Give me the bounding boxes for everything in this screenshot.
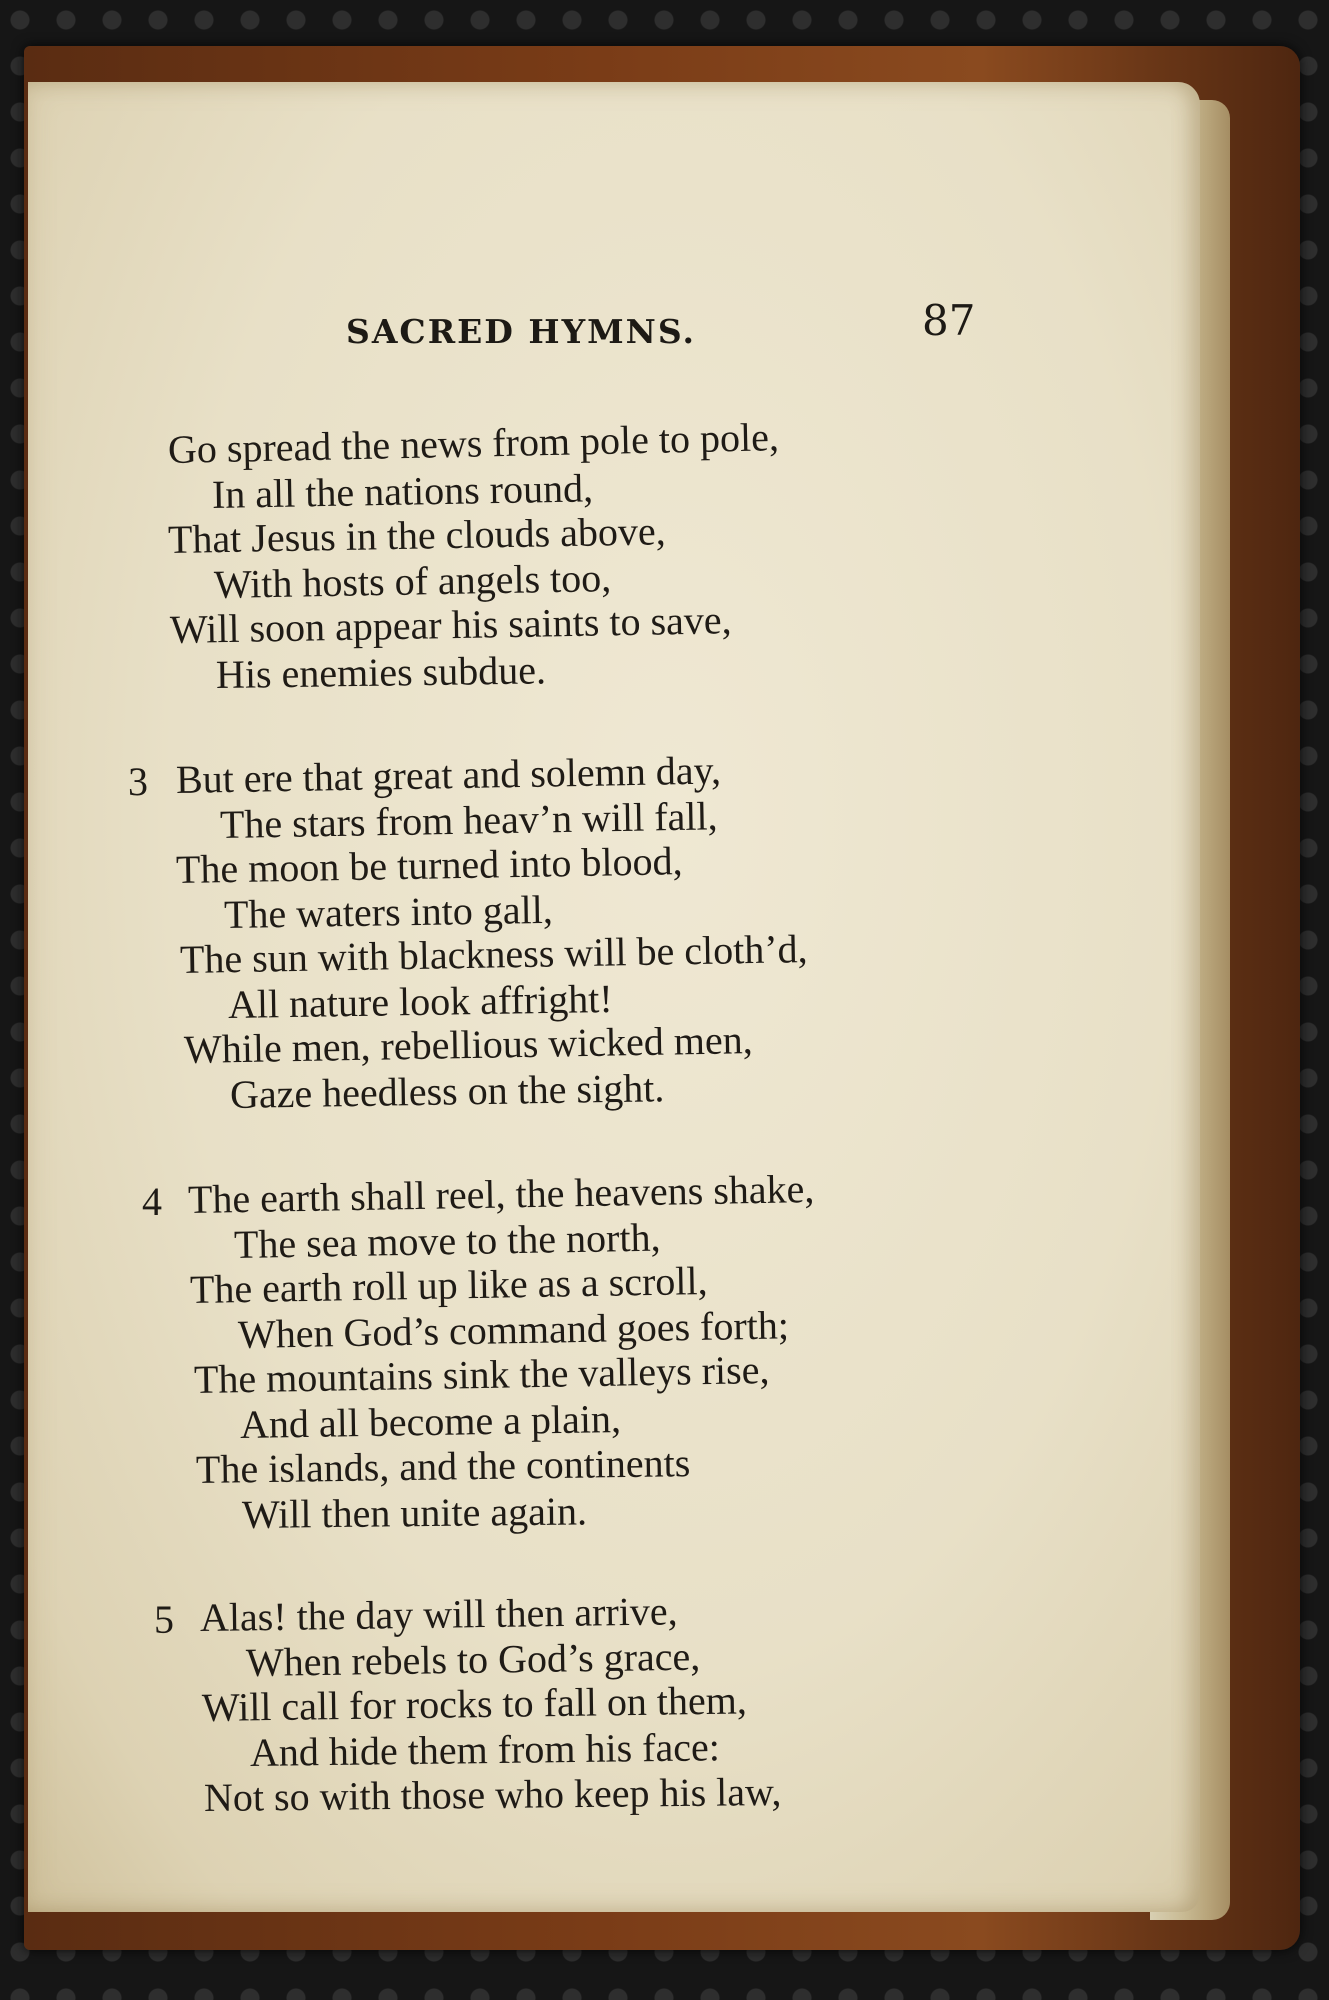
stanza-4-line-8: Will then unite again.	[241, 1488, 588, 1537]
stanza-3-line-1: But ere that great and solemn day,	[175, 747, 722, 802]
stanza-4-line-1: The earth shall reel, the heavens shake,	[187, 1166, 815, 1222]
stanza-5-line-2: When rebels to God’s grace,	[245, 1633, 701, 1685]
stanza-3-line-6: All nature look affright!	[227, 975, 614, 1027]
stanza-4-line-5: The mountains sink the valleys rise,	[193, 1346, 770, 1402]
stanza-3-line-2: The stars from heav’n will fall,	[219, 793, 718, 847]
stanza-5-line-3: Will call for rocks to fall on them,	[201, 1677, 748, 1730]
stanza-3-line-4: The waters into gall,	[223, 886, 554, 937]
stanza-number-5: 5	[154, 1597, 174, 1642]
running-head: SACRED HYMNS.	[346, 312, 696, 351]
stanza-1-line-3: That Jesus in the clouds above,	[167, 508, 666, 562]
stanza-4-line-6: And all become a plain,	[239, 1396, 622, 1447]
stanza-4-line-3: The earth roll up like as a scroll,	[189, 1257, 708, 1312]
stanza-1-line-6: His enemies subdue.	[215, 647, 547, 697]
stanza-3-line-5: The sun with blackness will be cloth’d,	[179, 926, 808, 982]
stanza-1-line-5: Will soon appear his saints to save,	[169, 597, 732, 652]
stanza-5-line-4: And hide them from his face:	[249, 1724, 721, 1775]
stanza-number-4: 4	[142, 1179, 162, 1224]
stanza-3-line-3: The moon be turned into blood,	[175, 838, 683, 892]
page-number: 87	[922, 296, 976, 345]
stanza-1-line-2: In all the nations round,	[211, 465, 594, 517]
stanza-1-line-4: With hosts of angels too,	[213, 555, 612, 607]
stanza-number-3: 3	[128, 759, 148, 804]
stanza-4-line-4: When God’s command goes forth;	[237, 1302, 790, 1357]
stanza-4-line-7: The islands, and the continents	[195, 1440, 691, 1492]
stanza-1-line-1: Go spread the news from pole to pole,	[167, 414, 780, 472]
stanza-4-line-2: The sea move to the north,	[233, 1214, 661, 1267]
stanza-3-line-7: While men, rebellious wicked men,	[183, 1017, 754, 1072]
stanza-3-line-8: Gaze heedless on the sight.	[229, 1065, 665, 1117]
stanza-5-line-1: Alas! the day will then arrive,	[199, 1588, 678, 1640]
stanza-5-line-5: Not so with those who keep his law,	[203, 1768, 782, 1820]
